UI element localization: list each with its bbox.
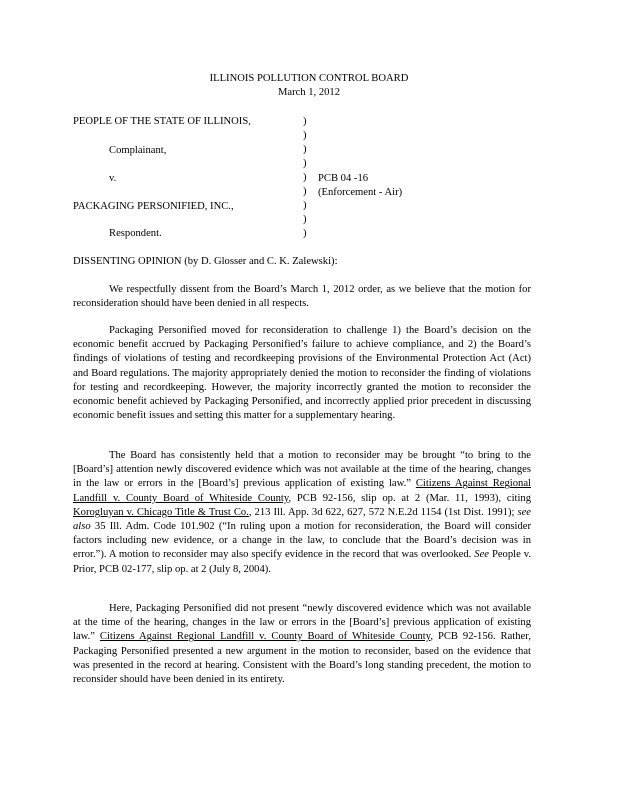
paragraph-2 — [73, 324, 531, 423]
case-citation: Korogluyan v. Chicago Title & Trust Co. — [73, 506, 249, 518]
paragraph-4-text: , PCB 92-156. Rather, Packaging Personified presented a new argument in the motion to reconsider, based on the evidence that was presented in the record at hearing. Consistent with the Board’s long standing precedent, the motion to reconsider should have been denied in its entirety. — [73, 631, 531, 686]
paragraph-3 — [73, 449, 531, 577]
case-citation: Citizens Against Regional Landfill v. County Board of Whiteside County — [99, 631, 431, 643]
versus-label: v. — [109, 173, 117, 184]
paragraph-3-text: People v. Prior, PCB 02-177, slip op. at 2 (July 8, 2004). — [73, 549, 531, 575]
caption-paren: ) — [303, 158, 307, 169]
caption-paren: ) — [303, 200, 307, 211]
paragraph-3-text: 35 Ill. Adm. Code 101.902 (“In ruling upon a motion for reconsideration, the Board will consider factors including new evidence, or a change in the law, to conclude that the Board’s decision was in error.”). A motion to reconsider may also specify evidence in the record that was overlooked. — [73, 521, 531, 561]
signal-see: See — [474, 549, 489, 561]
paragraph-4-text: Here, Packaging Personified did not present “newly discovered evidence which was not available at the time of the hearing, changes in the law or errors in the [Board’s] previous application of existing law.” — [73, 603, 531, 643]
caption-paren: ) — [303, 214, 307, 225]
paragraph-1-text: We respectfully dissent from the Board’s March 1, 2012 order, as we believe that the motion for reconsideration should have been denied in all respects. — [73, 284, 531, 310]
caption-paren: ) — [303, 172, 307, 183]
opinion-heading: DISSENTING OPINION (by D. Glosser and C. K. Zalewski): — [73, 256, 338, 267]
paragraph-3-text: The Board has consistently held that a motion to reconsider may be brought “to bring to the [Board’s] attention newly discovered evidence which was not available at the time of the hearing, changes in the law or errors in the [Board’s] previous application of existing law.” — [73, 450, 531, 490]
paragraph-1 — [73, 283, 531, 311]
case-type: (Enforcement - Air) — [318, 187, 403, 198]
signal-see-also: see also — [73, 506, 532, 533]
agency-title: ILLINOIS POLLUTION CONTROL BOARD — [209, 73, 409, 84]
opinion-date: March 1, 2012 — [277, 87, 341, 98]
paragraph-3-text: , 213 Ill. App. 3d 622, 627, 572 N.E.2d 1154 (1st Dist. 1991); — [248, 506, 515, 518]
caption-paren: ) — [303, 144, 307, 155]
defendant-name: PACKAGING PERSONIFIED, INC., — [73, 201, 234, 212]
case-citation: Citizens Against Regional Landfill v. County Board of Whiteside County — [73, 478, 531, 504]
paragraph-2-text: Packaging Personified moved for reconsideration to challenge 1) the Board’s decision on the economic benefit accrued by Packaging Personified’s failure to achieve compliance, and 2) the Board’s findings of violations of testing and recordkeeping provisions of the Environmental Protection Act (Act) and Board regulations. The majority appropriately denied the motion to reconsider the finding of violations for testing and recordkeeping. However, the majority incorrectly granted the motion to reconsider the economic benefit achieved by Packaging Personified, and incorrectly applied prior precedent in discussing economic benefit issues and setting this matter for a supplementary hearing. — [73, 325, 531, 422]
caption-paren: ) — [303, 228, 307, 239]
plaintiff-name: PEOPLE OF THE STATE OF ILLINOIS, — [73, 116, 251, 127]
caption-paren: ) — [303, 130, 307, 141]
paragraph-3-text: , PCB 92-156, slip op. at 2 (Mar. 11, 1993), citing — [288, 492, 531, 504]
case-number: PCB 04 -16 — [318, 173, 369, 184]
paragraph-4 — [73, 602, 531, 687]
caption-paren: ) — [303, 116, 307, 127]
caption-paren: ) — [303, 186, 307, 197]
defendant-role: Respondent. — [109, 228, 162, 239]
plaintiff-role: Complainant, — [109, 145, 167, 156]
